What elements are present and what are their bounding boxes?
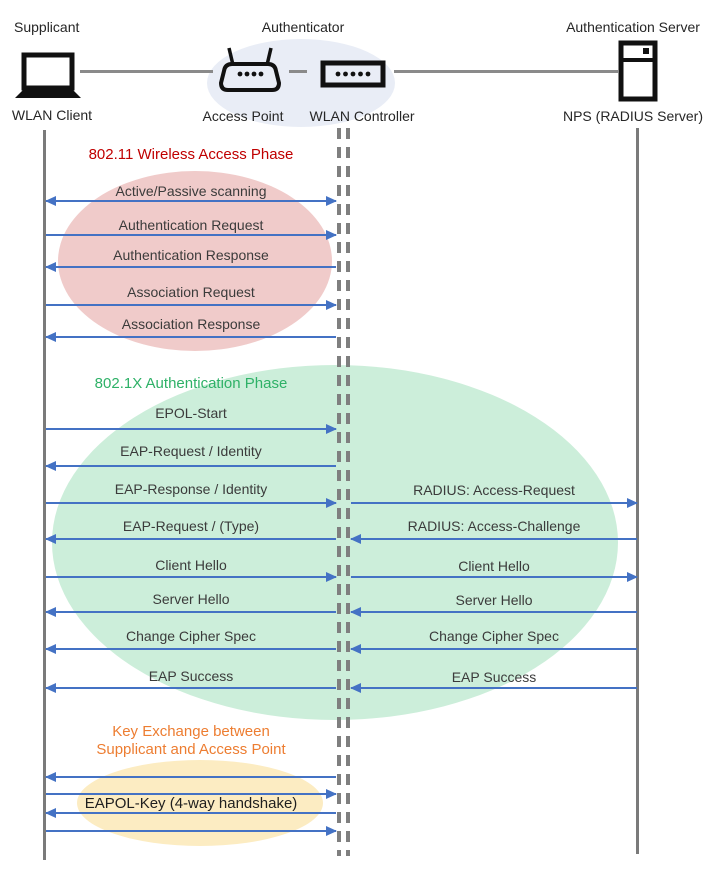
eapol-key-arrow-1 <box>46 776 336 778</box>
msg-epol-start-label: EPOL-Start <box>155 405 227 421</box>
msg-authentication-request-arrow <box>46 234 336 236</box>
msg-eap-request-identity-arrow <box>46 465 336 467</box>
supplicant-role-label: Supplicant <box>14 19 80 35</box>
eapol-key-arrow-3 <box>46 812 336 814</box>
msg-eap-success-right-arrow <box>351 687 637 689</box>
msg-eap-request-identity-label: EAP-Request / Identity <box>120 443 262 459</box>
wlan-controller-icon <box>320 60 386 93</box>
msg-client-hello-right-arrow <box>351 576 637 578</box>
phase3-title-line2: Supplicant and Access Point <box>96 741 286 758</box>
msg-eap-success-right-label: EAP Success <box>451 669 537 685</box>
msg-client-hello-right-label: Client Hello <box>458 558 530 574</box>
msg-change-cipher-spec-left-arrow <box>46 648 336 650</box>
msg-eap-response-identity-label: EAP-Response / Identity <box>114 481 268 497</box>
msg-server-hello-right-arrow <box>351 611 637 613</box>
msg-authentication-response-arrow <box>46 266 336 268</box>
laptop-icon <box>12 52 84 105</box>
server-icon <box>618 40 658 107</box>
msg-radius-access-challenge-arrow <box>351 538 637 540</box>
msg-authentication-request-label: Authentication Request <box>118 217 264 233</box>
authenticator-role-label: Authenticator <box>261 19 345 35</box>
msg-change-cipher-spec-left-label: Change Cipher Spec <box>126 628 256 644</box>
msg-active-passive-scanning-arrow <box>46 200 336 202</box>
wlan-client-label: WLAN Client <box>11 107 93 123</box>
msg-eap-request-type-label: EAP-Request / (Type) <box>122 518 260 534</box>
msg-radius-access-challenge-label: RADIUS: Access-Challenge <box>407 518 581 534</box>
access-point-label: Access Point <box>202 108 284 124</box>
access-point-icon <box>218 45 282 100</box>
phase1-title: 802.11 Wireless Access Phase <box>88 146 294 163</box>
phase2-title: 802.1X Authentication Phase <box>94 375 288 392</box>
msg-eap-response-identity-arrow <box>46 502 336 504</box>
msg-change-cipher-spec-right-arrow <box>351 648 637 650</box>
header-link-left <box>80 70 213 73</box>
authenticator-lifeline-1 <box>337 128 341 856</box>
msg-eap-success-left-label: EAP Success <box>148 668 234 684</box>
auth-server-role-label: Authentication Server <box>566 19 700 35</box>
msg-server-hello-left-label: Server Hello <box>152 591 230 607</box>
msg-association-response-arrow <box>46 336 336 338</box>
authenticator-lifeline-2 <box>346 128 350 856</box>
msg-association-request-arrow <box>46 304 336 306</box>
msg-authentication-response-label: Authentication Response <box>113 247 269 263</box>
eapol-key-arrow-4 <box>46 830 336 832</box>
msg-client-hello-left-label: Client Hello <box>155 557 227 573</box>
header-link-right <box>394 70 618 73</box>
msg-server-hello-right-label: Server Hello <box>455 592 533 608</box>
phase3-title-line1: Key Exchange between <box>112 723 270 740</box>
header-link-mid <box>289 70 307 73</box>
msg-active-passive-scanning-label: Active/Passive scanning <box>115 183 267 199</box>
nps-radius-server-label: NPS (RADIUS Server) <box>562 108 704 124</box>
msg-association-request-label: Association Request <box>127 284 255 300</box>
msg-change-cipher-spec-right-label: Change Cipher Spec <box>429 628 559 644</box>
msg-server-hello-left-arrow <box>46 611 336 613</box>
msg-epol-start-arrow <box>46 428 336 430</box>
msg-client-hello-left-arrow <box>46 576 336 578</box>
msg-association-response-label: Association Response <box>121 316 261 332</box>
msg-radius-access-request-label: RADIUS: Access-Request <box>413 482 575 498</box>
msg-eap-request-type-arrow <box>46 538 336 540</box>
msg-eap-success-left-arrow <box>46 687 336 689</box>
msg-eapol-key-label: EAPOL-Key (4-way handshake) <box>84 795 298 812</box>
msg-radius-access-request-arrow <box>351 502 637 504</box>
wlan-controller-label: WLAN Controller <box>309 108 415 124</box>
